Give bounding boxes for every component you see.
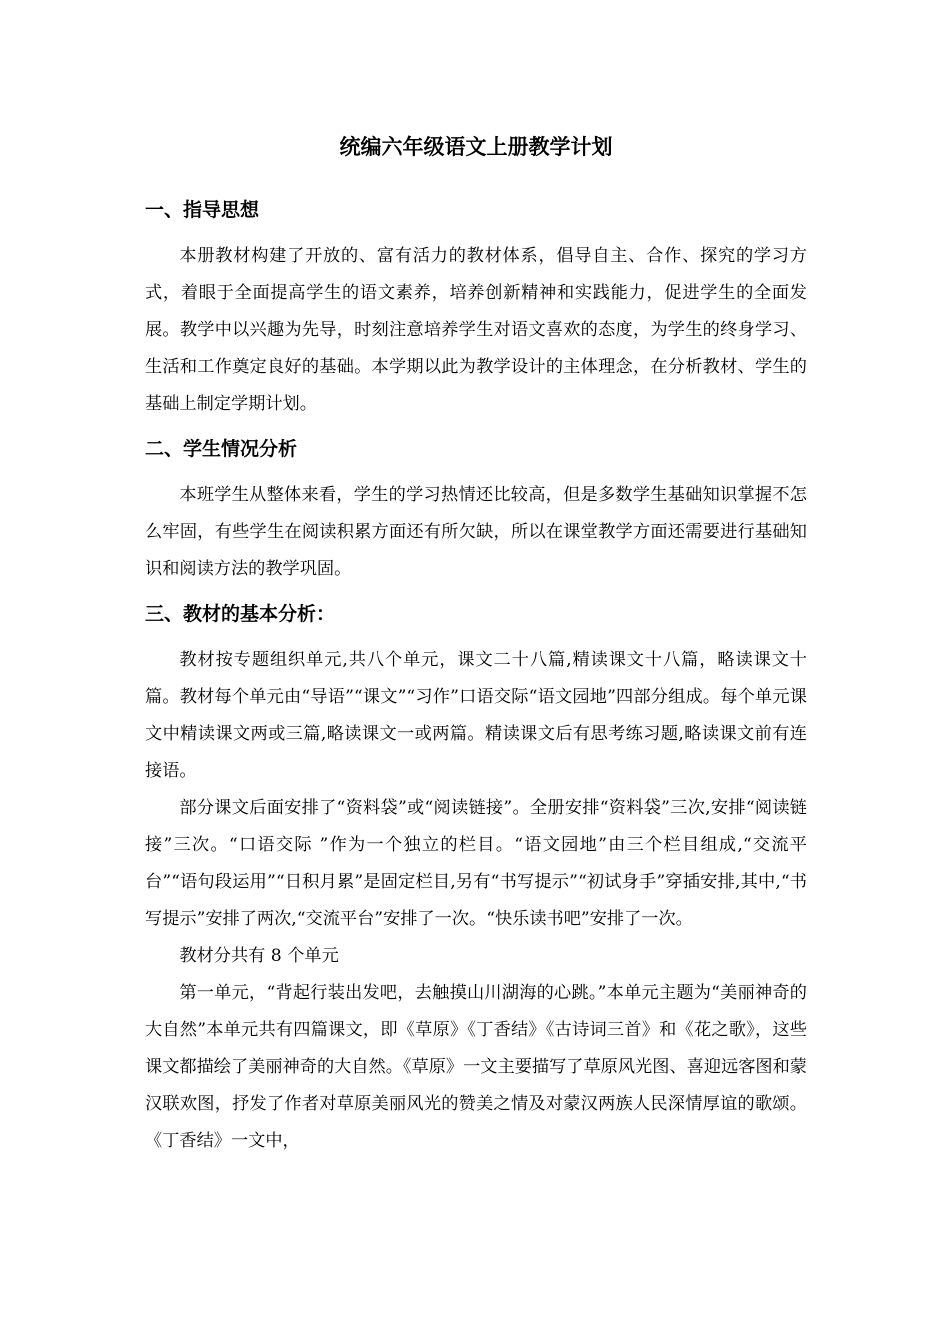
paragraph: 第一单元，“背起行装出发吧，去触摸山川湖海的心跳。”本单元主题为“美丽神奇的大自然”本单元共有四篇课文，即《草原》《丁香结》《古诗词三首》和《花之歌》，这些课文都描绘了美丽神奇的大自然。《草原》一文主要描写了草原风光图、喜迎远客图和蒙汉联欢图，抒发了作者对草原美丽风光的赞美之情及对蒙汉两族人民深情厚谊的歌颂。《丁香结》一文中， <box>145 983 807 1151</box>
section-student-analysis <box>145 435 807 588</box>
section-heading: 二、学生情况分析 <box>145 438 298 460</box>
paragraph: 本册教材构建了开放的、富有活力的教材体系，倡导自主、合作、探究的学习方式，着眼于全面提高学生的语文素养，培养创新精神和实践能力，促进学生的全面发展。教学中以兴趣为先导，时刻注意培养学生对语文喜欢的态度，为学生的终身学习、生活和工作奠定良好的基础。本学期以此为教学设计的主体理念，在分析教材、学生的基础上制定学期计划。 <box>145 246 807 414</box>
paragraph: 教材按专题组织单元,共八个单元，课文二十八篇,精读课文十八篇，略读课文十篇。教材每个单元由“导语”“课文”“习作”口语交际“语文园地”四部分组成。每个单元课文中精读课文两或三篇,略读课文一或两篇。精读课文后有思考练习题,略读课文前有连接语。 <box>145 650 807 781</box>
paragraph: 部分课文后面安排了“资料袋”或“阅读链接”。全册安排“资料袋”三次,安排“阅读链接”三次。“口语交际 ”作为一个独立的栏目。“语文园地”由三个栏目组成,“交流平台”“语句段运用”“日积月累”是固定栏目,另有“书写提示”“初试身手”穿插安排,其中,“书写提示”安排了两次,“交流平台”安排了一次。“快乐读书吧”安排了一次。 <box>145 798 807 929</box>
paragraph: 教材分共有 8 个单元 <box>179 946 339 966</box>
document-page <box>145 118 807 1160</box>
section-textbook-analysis <box>145 600 807 1160</box>
page-title: 统编六年级语文上册教学计划 <box>339 135 613 159</box>
paragraph: 本班学生从整体来看，学生的学习热情还比较高，但是多数学生基础知识掌握不怎么牢固，有些学生在阅读积累方面还有所欠缺，所以在课堂教学方面还需要进行基础知识和阅读方法的教学巩固。 <box>145 485 807 579</box>
section-guiding-thought <box>145 196 807 423</box>
section-heading: 三、教材的基本分析： <box>145 603 336 625</box>
section-heading: 一、指导思想 <box>145 199 260 221</box>
